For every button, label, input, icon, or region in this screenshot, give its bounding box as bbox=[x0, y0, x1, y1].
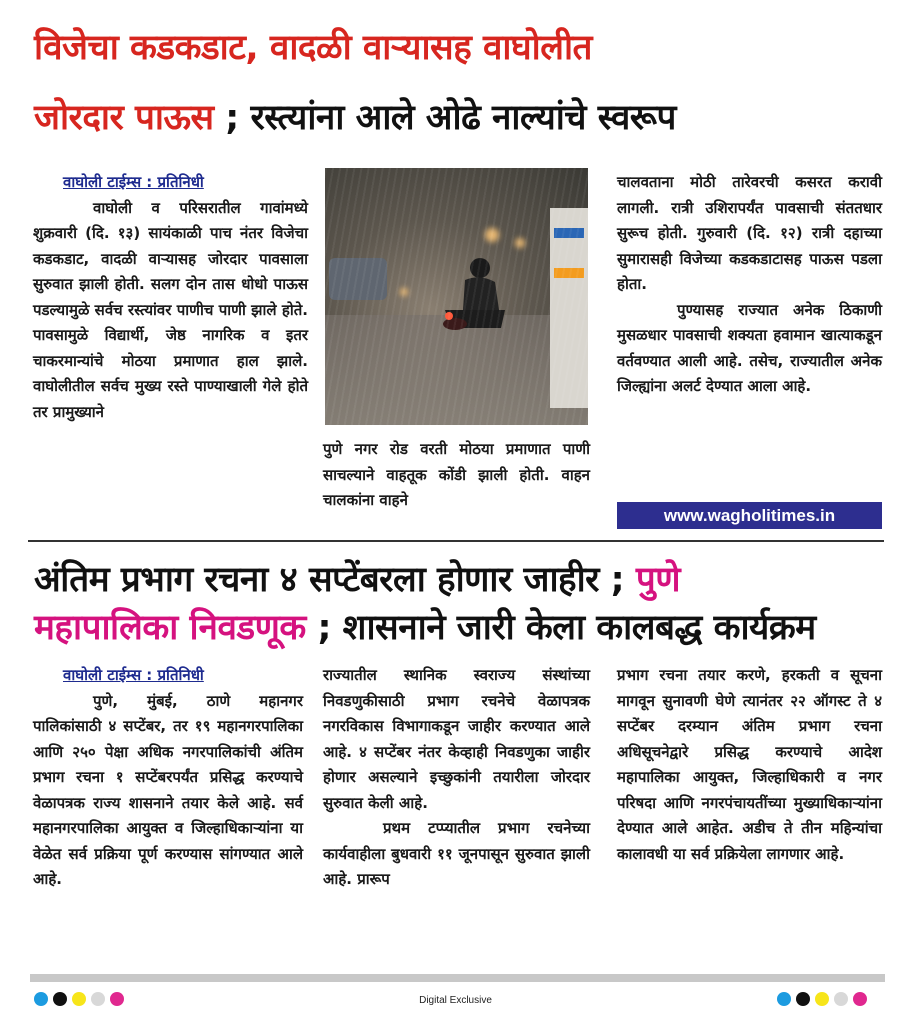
article-1-paragraph-3: चालवताना मोठी तारेवरची कसरत करावी लागली. रात्री उशिरापर्यंत पावसाची संततधार सुरूच होती. गुरुवारी (दि. १२) रात्री दहाच्या सुमारासही विजेच्या कडकडाटासह पाऊस पडला होता. bbox=[617, 173, 882, 293]
article-2-byline: वाघोली टाईम्स : प्रतिनिधी bbox=[63, 666, 204, 684]
website-url: www.wagholitimes.in bbox=[617, 502, 882, 529]
headline-1-highlight: जोरदार पाऊस bbox=[34, 98, 214, 138]
article-2-column-3 bbox=[617, 663, 882, 867]
article-1-column-2 bbox=[323, 437, 590, 514]
article-1-paragraph-1: वाघोली व परिसरातील गावांमध्ये शुक्रवारी (दि. १३) सायंकाळी पाच नंतर विजेचा कडकडाट, वादळी वाऱ्यासह जोरदार पावसाला सुरुवात झाली होती. सलग दोन तास धोधो पाऊस पडल्यामुळे सर्वच रस्त्यांवर पाणीच पाणी झाले होते. पावसामुळे विद्यार्थी, जेष्ठ नागरिक व इतर चाकरमान्यांचे मोठया प्रमाणात हाल झाले. वाघोलीतील सर्वच मुख्य रस्ते पाण्याखाली गेले होते तर प्रामुख्याने bbox=[33, 198, 308, 421]
article-2-paragraph-1: पुणे, मुंबई, ठाणे महानगर पालिकांसाठी ४ सप्टेंबर, तर १९ महानगरपालिका आणि २५० पेक्षा अधिक नगरपालिकांची अंतिम प्रभाग रचना १ सप्टेंबरपर्यंत प्रसिद्ध करण्याचे वेळापत्रक राज्य शासनाने तयार केले आहे. सर्व महानगरपालिका आयुक्त व जिल्हाधिकाऱ्यांना या वेळेत सर्व प्रक्रिया पूर्ण करण्यास सांगण्यात आले आहे. bbox=[33, 691, 303, 888]
article-2-paragraph-2: राज्यातील स्थानिक स्वराज्य संस्थांच्या निवडणुकीसाठी प्रभाग रचनेचे वेळापत्रक नगरविकास विभागाकडून जाहीर करण्यात आले आहे. ४ सप्टेंबर नंतर केव्हाही निवडणुका जाहीर होणार असल्याने इच्छुकांनी तयारीला जोरदार सुरुवात केली आहे. bbox=[323, 666, 590, 812]
article-1-column-1 bbox=[33, 170, 308, 425]
photo-rain-overlay bbox=[325, 168, 588, 425]
cyan-dot bbox=[777, 992, 791, 1006]
article-1-byline: वाघोली टाईम्स : प्रतिनिधी bbox=[63, 173, 204, 191]
headline-2-line-2 bbox=[34, 608, 816, 648]
article-2-column-2 bbox=[323, 663, 590, 893]
article-2-column-1 bbox=[33, 663, 303, 893]
article-1-column-3 bbox=[617, 170, 882, 400]
headline-1-line-2 bbox=[34, 98, 676, 138]
headline-2-highlight-2: महापालिका निवडणूक bbox=[34, 608, 306, 648]
gray-dot bbox=[834, 992, 848, 1006]
article-2-paragraph-4: प्रभाग रचना तयार करणे, हरकती व सूचना मागवून सुनावणी घेणे त्यानंतर २२ ऑगस्ट ते ४ सप्टेंबर दरम्यान अंतिम प्रभाग रचना अधिसूचनेद्वारे प्रसिद्ध करण्याचे आदेश महापालिका आयुक्त, जिल्हाधिकारी व नगर परिषदा आणि नगरपंचायतींच्या मुख्याधिकाऱ्यांना देण्यात आले आहेत. अडीच ते तीन महिन्यांचा कालावधी या सर्व प्रक्रियेला लागणार आहे. bbox=[617, 666, 882, 863]
magenta-dot bbox=[853, 992, 867, 1006]
rain-photo bbox=[325, 168, 588, 425]
footer-bar bbox=[30, 974, 885, 982]
headline-2-line-1 bbox=[34, 560, 680, 600]
headline-2-highlight-1: पुणे bbox=[635, 560, 681, 600]
print-marks-right bbox=[777, 992, 867, 1006]
yellow-dot bbox=[815, 992, 829, 1006]
section-divider bbox=[28, 540, 884, 542]
article-1-column-2-text: पुणे नगर रोड वरती मोठया प्रमाणात पाणी साचल्याने वाहतूक कोंडी झाली होती. वाहन चालकांना वाहने bbox=[323, 440, 590, 509]
headline-1-line-1: विजेचा कडकडाट, वादळी वाऱ्यासह वाघोलीत bbox=[34, 28, 592, 68]
black-dot bbox=[796, 992, 810, 1006]
article-2-paragraph-3: प्रथम टप्प्यातील प्रभाग रचनेच्या कार्यवाहीला बुधवारी ११ जूनपासून सुरुवात झाली आहे. प्रारूप bbox=[323, 819, 590, 888]
headline-2-title: अंतिम प्रभाग रचना ४ सप्टेंबरला होणार जाहीर ; bbox=[34, 560, 636, 600]
article-1-paragraph-4: पुण्यासह राज्यात अनेक ठिकाणी मुसळधार पावसाची शक्यता हवामान खात्याकडून वर्तवण्यात आली आहे. तसेच, राज्यातील अनेक जिल्ह्यांना अलर्ट देण्यात आला आहे. bbox=[617, 300, 882, 395]
footer-label: Digital Exclusive bbox=[419, 995, 492, 1006]
headline-2-subtitle: ; शासनाने जारी केला कालबद्ध कार्यक्रम bbox=[305, 608, 816, 648]
headline-1-subtitle: ; रस्त्यांना आले ओढे नाल्यांचे स्वरूप bbox=[213, 98, 676, 138]
